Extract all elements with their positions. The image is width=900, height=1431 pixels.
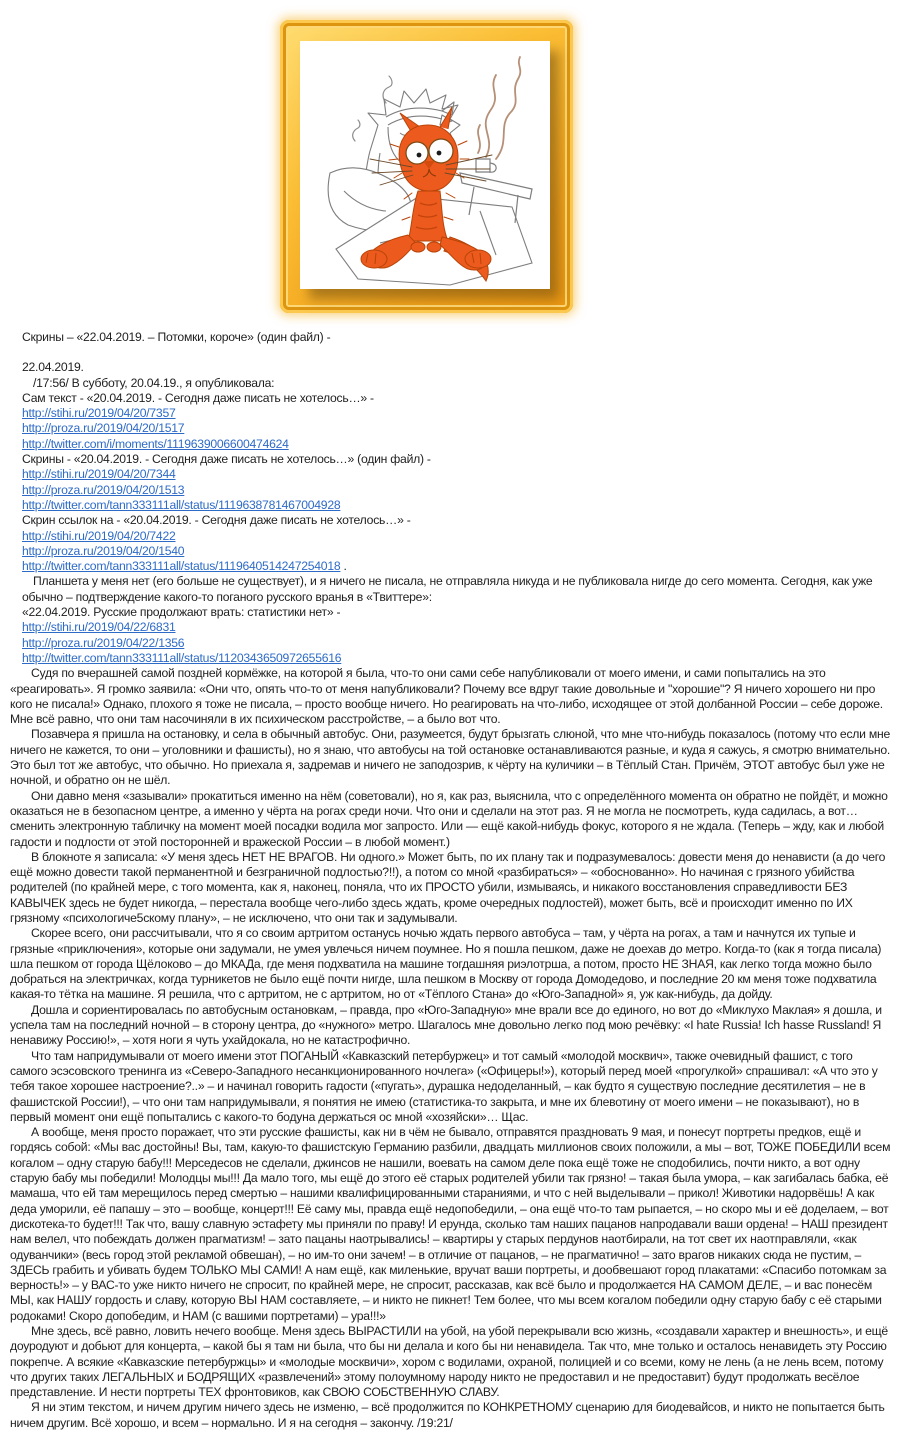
hyperlink[interactable]: http://proza.ru/2019/04/20/1540 bbox=[22, 543, 185, 558]
body-paragraph: Что там напридумывали от моего имени этот ПОГАНЫЙ «Кавказский петербуржец» и тот самый «молодой москвич», также очевидный фашист, с того самого эсэсовского тренинга из «Северо-Западного несанкционированного ночлега» («Офицеры!»), который перед моей «прогулкой» спрашивал: «А что это у тебя такое хорошее настроение?..» – и начинал говорить гадости («пугать», дурашка недоделанный, – как будто я существую последние десятилетия – не в фашистской России!), – что они там напридумывали, я понятия не имею (статистика-то закрыта, и мне их блевотину от моего имени – не показывают), но в первый момент они ещё попытались с какого-то бодуна держаться ос мной «хозяйски»… Щас. bbox=[10, 1048, 878, 1124]
url-line bbox=[22, 483, 886, 498]
url-line bbox=[22, 544, 886, 559]
body-paragraph: Скорее всего, они рассчитывали, что я со своим артритом останусь ночью ждать первого автобуса – там, у чёрта на рогах, а там и начнутся их тупые и грязные «приключения», которые они задумали, не умея увлечься ничем поумнее. Но я пошла пешком, даже не доехав до метро. Когда-то (как я тогда писала) шла пешком от города Щёлоково – до МКАДа, где меня подхватила на машине тогдашняя риэлотрша, а потом, просто НЕ ЗНАЯ, как легко тогда можно было добраться на электричках, когда турникетов не было ещё почти нигде, шла пешком в Москву от города Домодедово, и последние 20 км меня тоже подхватила какая-то тётка на машине. Я решила, что с артритом, не с артритом, но от «Тёплого Стана» до «Юго-Западной» я, уж как-нибудь, да дойду. bbox=[10, 926, 882, 1002]
link-suffix: . bbox=[340, 559, 347, 574]
body-paragraph: В блокноте я записала: «У меня здесь НЕТ НЕ ВРАГОВ. Ни одного.» Может быть, по их плану так и подразумевалось: довести меня до ненависти (а до чего ещё можно довести такой перманентной и безграничной подлостью?!!), а потом со мной «разбираться» – «обоснованно». Но начиная с грязного убийства родителей (по крайней мере, с того момента, как я, наконец, поняла, что их ПРОСТО убили, измываясь, и никакого восстановления справедливости БЕЗ КАВЫЧЕК здесь не будет никогда, – перестала вообще чего-либо здесь ждать, кроме очередных подлостей), может быть, всё и происходит именно по ИХ грязному «психологиче5скому плану», – не исключено, что они так и задумывали. bbox=[10, 849, 886, 925]
time-line: /17:56/ В субботу, 20.04.19., я опубликовала: bbox=[33, 375, 275, 390]
hyperlink[interactable]: http://twitter.com/tann333111all/status/1119638781467004928 bbox=[22, 497, 341, 512]
hyperlink[interactable]: http://stihi.ru/2019/04/22/6831 bbox=[22, 620, 176, 635]
picture-frame bbox=[280, 20, 573, 313]
url-line bbox=[22, 559, 886, 574]
date-line: 22.04.2019. bbox=[22, 360, 84, 375]
hyperlink[interactable]: http://proza.ru/2019/04/22/1356 bbox=[22, 635, 185, 650]
hyperlink[interactable]: http://twitter.com/tann333111all/status/1120343650972655616 bbox=[22, 650, 342, 665]
body-text bbox=[0, 666, 900, 1431]
url-line bbox=[22, 529, 886, 544]
url-line bbox=[22, 651, 886, 666]
intro-label-line: Скрин ссылок на - «20.04.2019. - Сегодня даже писать не хотелось…» - bbox=[22, 513, 411, 528]
intro-paragraph: Планшета у меня нет (его больше не существует), и я ничего не писала, не отправляла никуда и не публиковала нигде до сего момента. Сегодня, как уже обычно – подтверждение какого-то поганого русского вранья в «Твиттере»: bbox=[22, 574, 873, 604]
url-line bbox=[22, 421, 886, 436]
links-section bbox=[0, 330, 900, 666]
url-line bbox=[22, 406, 886, 421]
hyperlink[interactable]: http://proza.ru/2019/04/20/1517 bbox=[22, 421, 185, 436]
hyperlink[interactable]: http://stihi.ru/2019/04/20/7344 bbox=[22, 467, 176, 482]
intro-label-line: Сам текст - «20.04.2019. - Сегодня даже писать не хотелось…» - bbox=[22, 390, 374, 405]
screens-title-line: Скрины – «22.04.2019. – Потомки, короче» (один файл) - bbox=[22, 330, 331, 344]
body-paragraph: Судя по вчерашней самой поздней кормёжке, на которой я была, что-то они сами себе напубликовали от моего имени, и сами попытались на это «реагировать». Я громко заявила: «Они что, опять что-то от меня напубликовали? Почему все вдруг такие довольные и "хорошие"? Я ничего хорошего ни про кого не писала!» Однако, плохого я тоже не писала, – просто вообще ничего. Но реагировать на что-либо, исходящее от этой долбанной России – себе дороже. Мне всё равно, что они там насочиняли в их психическом расстройстве, – а было вот что. bbox=[10, 666, 883, 727]
body-paragraph: Они давно меня «зазывали» прокатиться именно на нём (советовали), но я, как раз, выяснила, что с определённого момента он обратно не пойдёт, и можно оказаться не в безопасном центре, а именно у чёрта на рогах среди ночи. Что они и сделали на этот раз. Я не могла не посмотреть, куда садилась, а вот… сменить электронную табличку на момент моей посадки водила мог запросто. Или — ещё какой-нибудь фокус, которого я не ждала. (Теперь – жду, как и любой гадости и подлости от этой посторонней и вражеской России – в любой момент.) bbox=[10, 788, 888, 849]
body-paragraph: Я ни этим текстом, и ничем другим ничего здесь не изменю, – всё продолжится по КОНКРЕТНОМУ сценарию для биодевайсов, и никто не попытается быть ничем другим. Всё хорошо, и всем – нормально. И я на сегодня – закончу. /19:21/ bbox=[10, 1400, 885, 1430]
intro-label-line: «22.04.2019. Русские продолжают врать: статистики нет» - bbox=[22, 605, 341, 620]
document-page bbox=[0, 20, 900, 1430]
smoke-squiggle-icon bbox=[353, 76, 392, 141]
text-block bbox=[0, 330, 900, 1431]
blank-line bbox=[22, 345, 886, 360]
hyperlink[interactable]: http://twitter.com/i/moments/1119639006600474624 bbox=[22, 436, 289, 451]
url-line bbox=[22, 437, 886, 452]
hyperlink[interactable]: http://proza.ru/2019/04/20/1513 bbox=[22, 482, 185, 497]
body-paragraph: А вообще, меня просто поражает, что эти русские фашисты, как ни в чём не бывало, отправятся праздновать 9 мая, и понесут портреты предков, ещё и гордясь собой: «Мы вас достойны! Вы, там, какую-то фашистскую Германию разбили, двадцать миллионов своих положили, а мы – вот, ТОЖЕ ПОБЕДИЛИ всем когалом – одну старую бабу!!! Мерседесов не сделали, джинсов не нашили, воевать на самом деле пока ещё тоже не сподобились, почти никто, а вот одну старую бабу мы победили! Молодцы мы!!! Да мало того, мы ещё до этого её старых родителей убили так грязно! – такая была умора, – как загибалась бабка, её мамаша, что ей там мерещилось перед смертью – нашими квалифицированными стараниями, и что с ней выделывали – прикол! Животики надорвёшь! А как деда уморили, её папашу – это – вообще, концерт!!! Её саму мы, правда ещё недопобедили, – она ещё что-то там рыпается, – но скоро мы и её доделаем, – вот дискотека-то будет!!! Так что, вашу славную эстафету мы приняли по праву! И ерунда, сколько там наших пацанов напродавали ваши ордена! – НАШ президент нам велел, что побеждать должен прагматизм! – зато пацаны наотрывались! – квартиры у старых пердунов наотбирали, на тот свет их наотправляли, «как одуванчики» (весь город этой рекламой обвешан), – но им-то они зачем! – в отличие от пацанов, – не прагматично! – зато врагов никаких сюда не пустим, – ЗДЕСЬ грабить и убивать будем ТОЛЬКО МЫ САМИ! А нам ещё, как миленькие, вручат ваши портреты, и дообвешают город плакатами: «Спасибо потомкам за верность!» – у ВАС-то уже никто ничего не спросит, по крайней мере, не спросит, рассказав, как всё было и продолжается НА САМОМ ДЕЛЕ, – и вас понесём МЫ, как НАШУ гордость и славу, которую ВЫ НАМ составляете, – и никто не пикнет! Тем более, что мы всем когалом победили одну старую бабу с её старыми родоками! Скоро допобедим, и НАМ (с вашими портретами) – ура!!!» bbox=[10, 1125, 891, 1323]
artwork-wrap bbox=[280, 20, 573, 313]
framed-illustration bbox=[300, 41, 550, 289]
publication-links bbox=[22, 391, 886, 666]
url-line bbox=[22, 636, 886, 651]
sketch-woman-and-cat-illustration bbox=[300, 41, 550, 289]
hyperlink[interactable]: http://stihi.ru/2019/04/20/7357 bbox=[22, 406, 176, 421]
intro-label-line: Скрины - «20.04.2019. - Сегодня даже писать не хотелось…» (один файл) - bbox=[22, 452, 431, 467]
url-line bbox=[22, 467, 886, 482]
url-line bbox=[22, 498, 886, 513]
hyperlink[interactable]: http://twitter.com/tann333111all/status/1119640514247254018 bbox=[22, 559, 341, 574]
body-paragraph: Позавчера я пришла на остановку, и села в обычный автобус. Они, разумеется, будут брызгать слюной, что мне что-нибудь показалось (потому что если мне ничего не кажется, то они – уголовники и фашисты), но я знаю, что автобусы на той остановке останавливаются разные, и куда я сажусь, я смотрю внимательно. Это был тот же автобус, что обычно. Но приехала я, задремав и ничего не заподозрив, к чёрту на куличики – в Тёплый Стан. Причём, ЭТОТ автобус был уже не ночной, и обратно он не шёл. bbox=[10, 727, 891, 788]
body-paragraph: Дошла и сориентировалась по автобусным остановкам, – правда, про «Юго-Западную» мне врали все до единого, но вот до «Миклухо Маклая» я дошла, и успела там на последний ночной – в сторону центра, до «нужного» метро. Шагалось мне довольно легко под мою речёвку: «I hate Russia! Ich hasse Russland! Я ненавижу Россию!», – хотя ноги я чуть ухайдокала, но не катастрофично. bbox=[10, 1002, 882, 1048]
steam-smoke-icon bbox=[478, 57, 520, 159]
url-line bbox=[22, 620, 886, 635]
body-paragraph: Мне здесь, всё равно, ловить нечего вообще. Меня здесь ВЫРАСТИЛИ на убой, на убой перекрывали всю жизнь, «создавали характер и внешность», и ещё доуродуют и добьют для концерта, – какой бы я там ни была, что бы ни делала и кого бы ни ненавидела. Так что, мне только и осталось ненавидеть эту Россию покрепче. А всякие «Кавказские петербуржцы» и «молодые москвичи», хором с водилами, охраной, полицией и со всеми, кому не лень (а не лень всем, потому что других таких ЛЕГАЛЬНЫХ и БОДРЯЩИХ «развлечений» этому полоумному народу никто не предоставил и не предоставит) будут продолжать весёлое представление. И нести портреты ТЕХ фронтовиков, как СВОЮ СОБСТВЕННУЮ СЛАВУ. bbox=[10, 1324, 888, 1400]
hyperlink[interactable]: http://stihi.ru/2019/04/20/7422 bbox=[22, 528, 176, 543]
